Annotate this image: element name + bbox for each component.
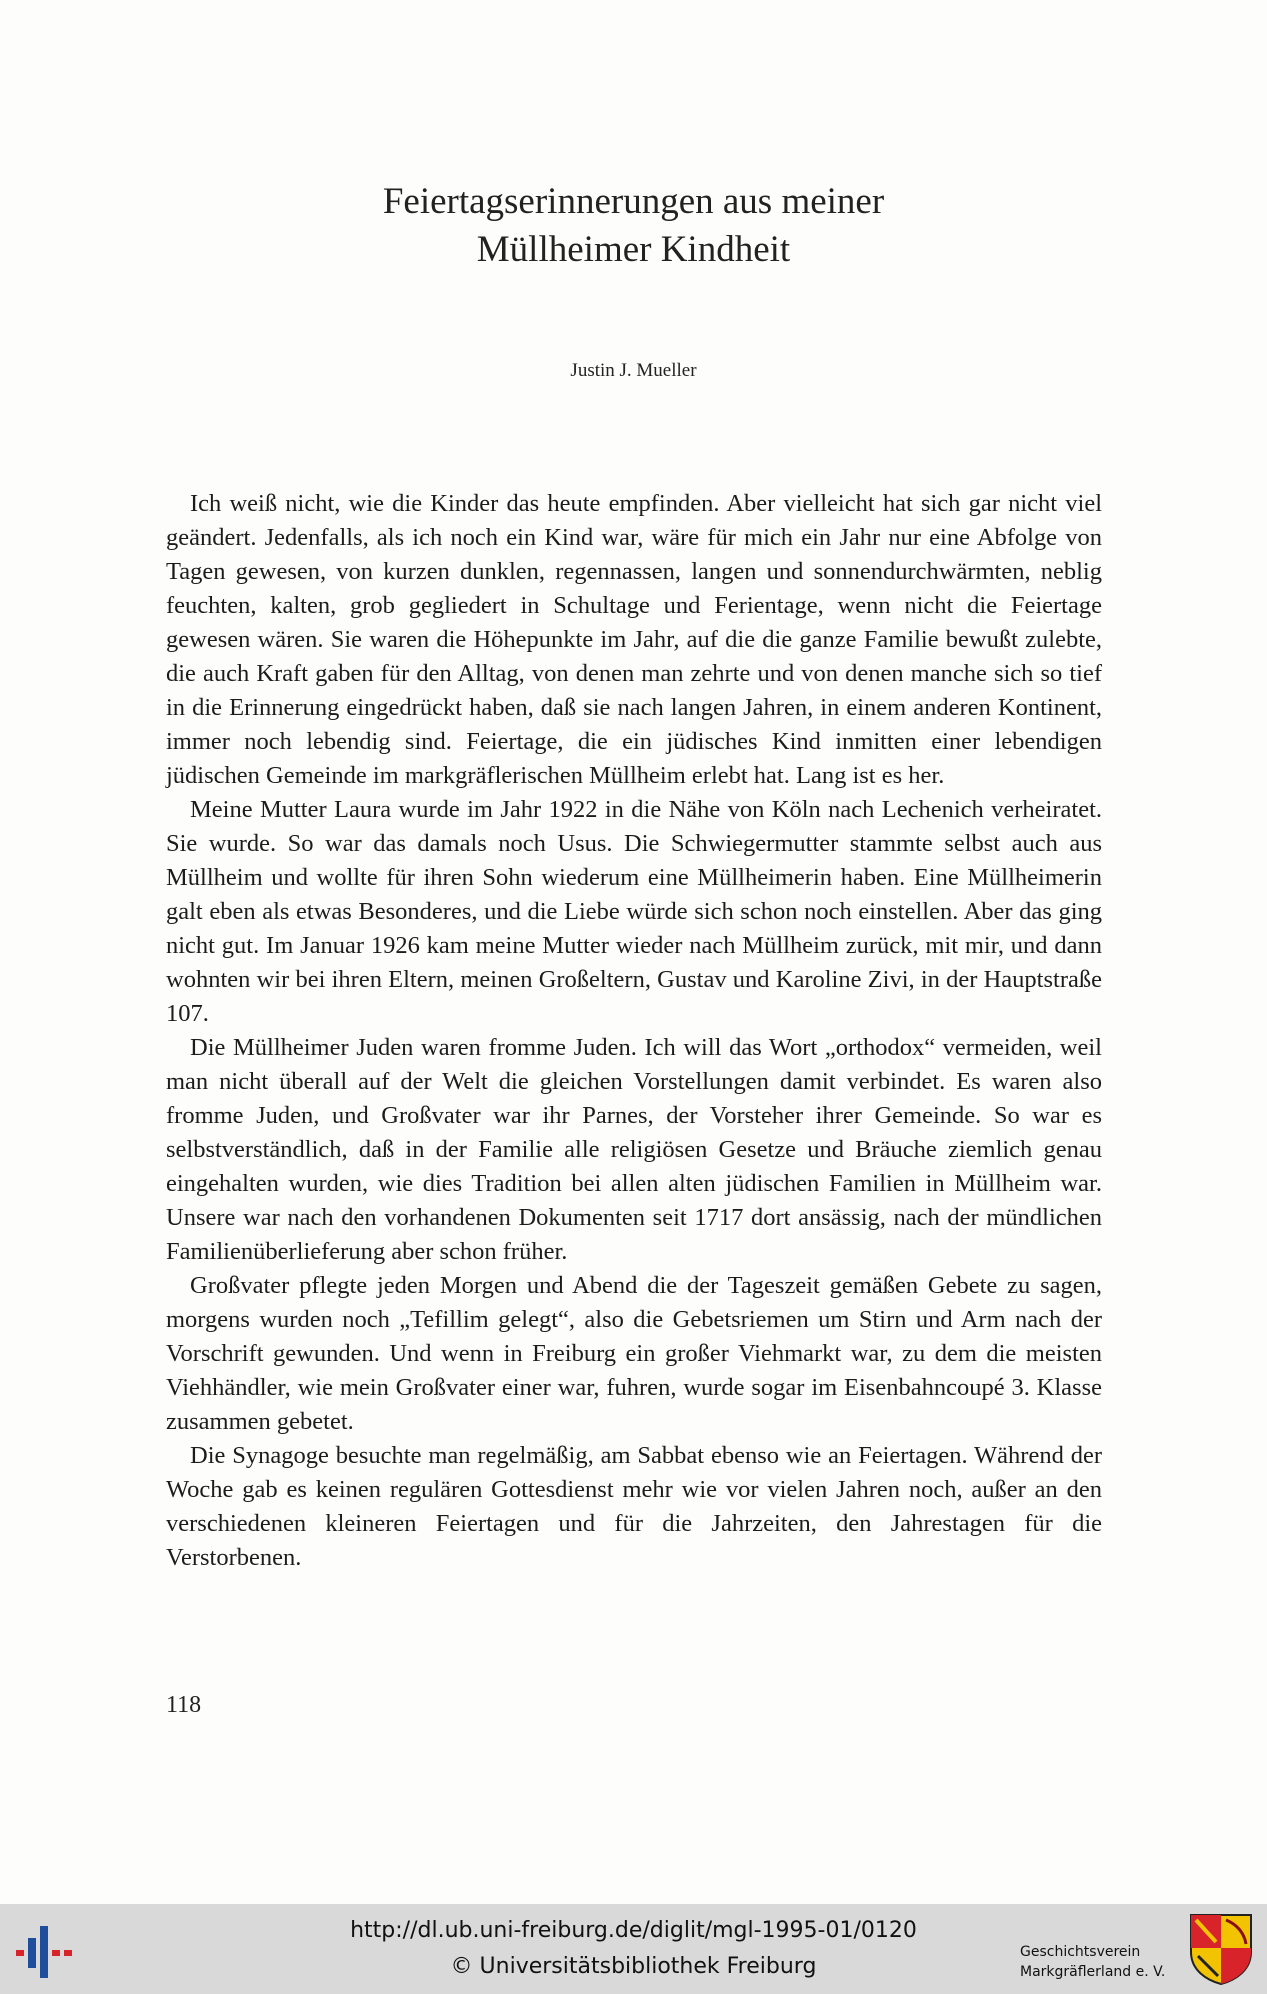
title-line-2: Müllheimer Kindheit — [476, 229, 791, 270]
paragraph-2: Meine Mutter Laura wurde im Jahr 1922 in die Nähe von Köln nach Lechenich verheiratet. Sie wurde. So war das damals noch Usus. Die Schwiegermutter stammte selbst auch aus Müllheim und wollte für ihren Sohn wiederum eine Müllheimerin haben. Eine Müllheimerin galt eben als etwas Besonderes, und die Liebe würde sich schon noch einstellen. Aber das ging nicht gut. Im Januar 1926 kam meine Mutter wieder nach Müllheim zurück, mit mir, und dann wohnten wir bei ihren Eltern, meinen Großeltern, Gustav und Karoline Zivi, in der Hauptstraße 107. — [166, 796, 1102, 1027]
publisher-line-1: Geschichtsverein — [1020, 1944, 1141, 1960]
paragraph-1: Ich weiß nicht, wie die Kinder das heute empfinden. Aber vielleicht hat sich gar nicht viel geändert. Jedenfalls, als ich noch ein Kind war, wäre für mich ein Jahr nur eine Abfolge von Tagen gewesen, von kurzen dunklen, regennassen, langen und sonnendurchwärmten, neblig feuchten, kalten, grob gegliedert in Schultage und Ferientage, wenn nicht die Feiertage gewesen wären. Sie waren die Höhepunkte im Jahr, auf die die ganze Familie bewußt zulebte, die auch Kraft gaben für den Alltag, von denen man zehrte und von denen manche sich so tief in die Erinnerung eingedrückt haben, daß sie nach langen Jahren, in einem anderen Kontinent, immer noch lebendig sind. Feiertage, die ein jüdisches Kind inmitten einer lebendigen jüdischen Gemeinde im markgräflerischen Müllheim erlebt hat. Lang ist es her. — [166, 490, 1102, 789]
paragraph-4: Großvater pflegte jeden Morgen und Abend die der Tageszeit gemäßen Gebete zu sagen, morgens wurden noch „Tefillim gelegt“, also die Gebetsriemen um Stirn und Arm nach der Vorschrift gewunden. Und wenn in Freiburg ein großer Viehmarkt war, zu dem die meisten Viehhändler, wie mein Großvater einer war, fuhren, wurde sogar im Eisenbahncoupé 3. Klasse zusammen gebetet. — [166, 1272, 1102, 1435]
paragraph-5: Die Synagoge besuchte man regelmäßig, am Sabbat ebenso wie an Feiertagen. Während der Woche gab es keinen regulären Gottesdienst mehr wie vor vielen Jahren noch, außer an den verschiedenen kleineren Feiertagen und für die Jahrzeiten, den Jahrestagen für die Verstorbenen. — [166, 1442, 1102, 1571]
footer-bar — [0, 1904, 1267, 1994]
paragraph-3: Die Müllheimer Juden waren fromme Juden. Ich will das Wort „orthodox“ vermeiden, weil man nicht überall auf der Welt die gleichen Vorstellungen damit verbindet. Es waren also fromme Juden, und Großvater war ihr Parnes, der Vorsteher ihrer Gemeinde. So war es selbstverständlich, daß in der Familie alle religiösen Gesetze und Bräuche ziemlich genau eingehalten wurden, wie dies Tradition bei allen alten jüdischen Familien in Müllheim war. Unsere war nach den vorhandenen Dokumenten seit 1717 dort ansässig, nach der mündlichen Familienüberlieferung aber schon früher. — [166, 1034, 1102, 1265]
title-line-1: Feiertagserinnerungen aus meiner — [382, 181, 885, 222]
copyright-text: © Universitätsbibliothek Freiburg — [450, 1954, 817, 1979]
article-title — [300, 178, 967, 274]
coat-of-arms-icon[interactable] — [1188, 1912, 1254, 1986]
publisher-name — [1020, 1942, 1180, 1982]
author-name: Justin J. Mueller — [570, 360, 697, 381]
page-number: 118 — [166, 1692, 202, 1718]
article-body — [166, 487, 1102, 1575]
source-url-link[interactable]: http://dl.ub.uni-freiburg.de/diglit/mgl-1995-01/0120 — [350, 1918, 917, 1943]
publisher-line-2: Markgräflerland e. V. — [1020, 1964, 1166, 1980]
ub-freiburg-logo-icon[interactable] — [14, 1924, 80, 1980]
